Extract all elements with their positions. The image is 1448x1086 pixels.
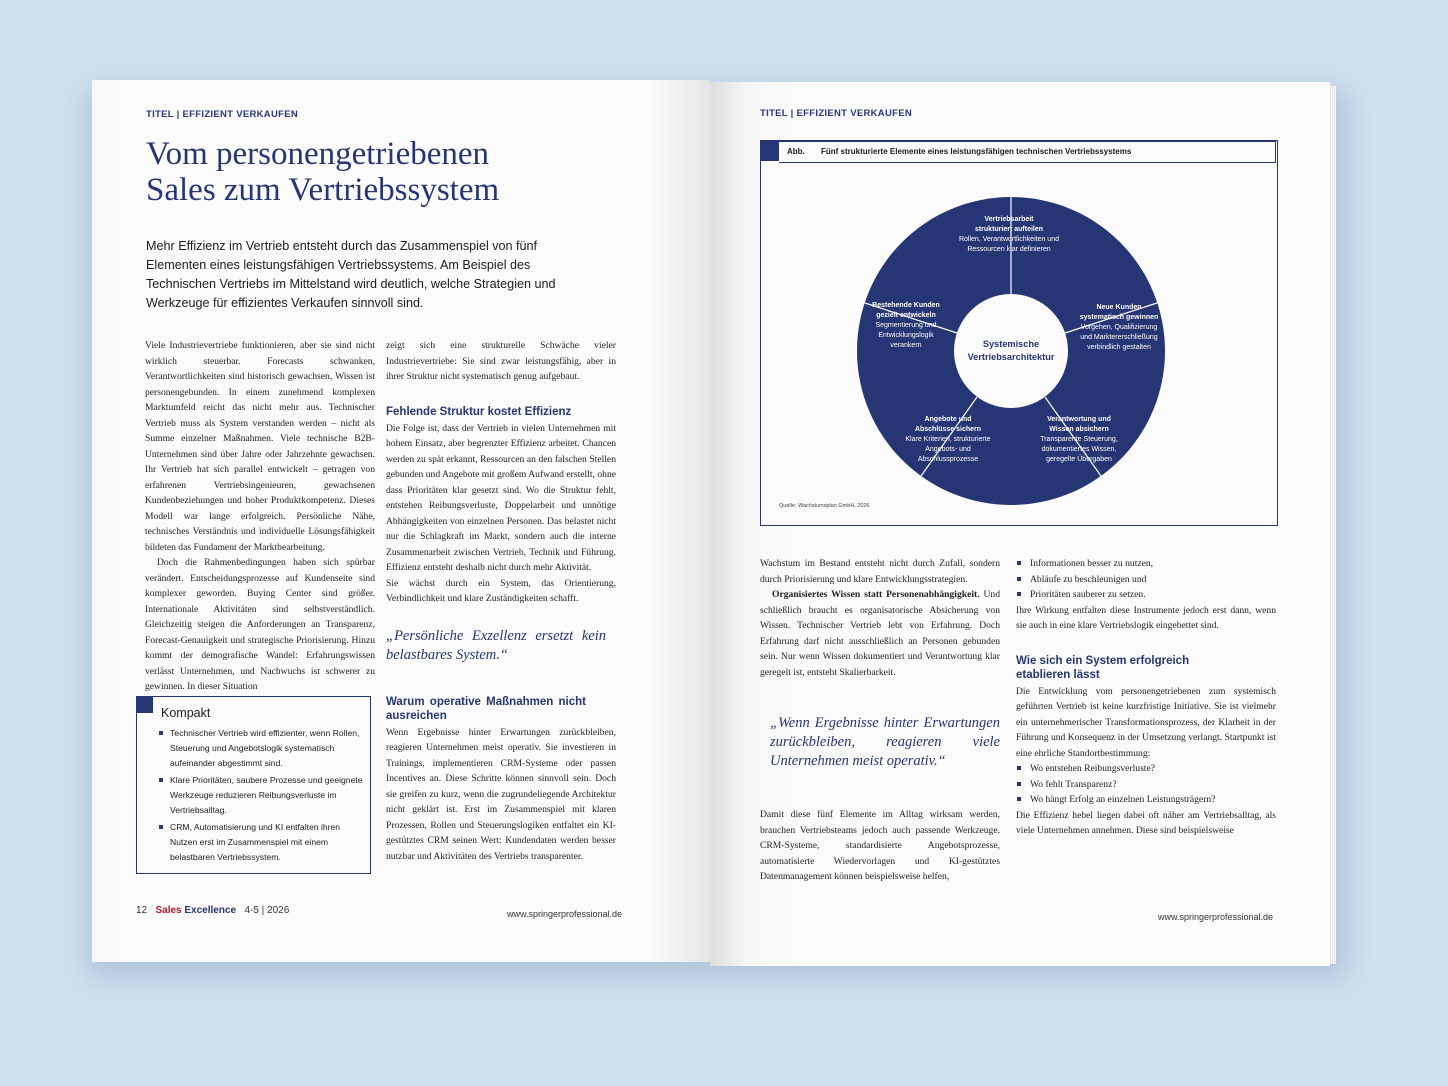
list-item: Prioritäten sauberer zu setzen. [1016,587,1276,603]
segment-desc: und Marktererschließung [1080,334,1158,341]
paragraph: Sie wächst durch ein System, das Orientierung, Verbindlichkeit und klare Zuständigkeiten schafft. [386,577,616,604]
paragraph [760,587,1000,680]
left-footer-url: www.springerprofessional.de [507,909,623,919]
right-page [710,82,1330,966]
segment-title: gezielt entwickeln [876,312,936,319]
segment-desc: Vorgehen, Qualifizierung [1080,324,1158,331]
kompakt-marker [137,697,153,713]
segment-desc: verankern [890,342,922,349]
brand-excellence: Excellence [184,905,237,916]
paragraph: Doch die Rahmenbedingungen haben sich spürbar verändert. Entscheidungsprozesse auf Kundenseite sind komplexer geworden. Buying Center sind größer. Internationale Aktivitäten sind selbstverständlich. Gleichzeitig steigen die Anforderungen an Transparenz, Forecast-Genauigkeit und strategische Priorisierung. Hinzu kommt der demografische Wandel: Erfahrungswissen verlässt Unternehmen, und Nachwuchs ist schwerer zu gewinnen. In dieser Situation [145,557,375,692]
paragraph: Viele Industrievertriebe funktionieren, aber sie sind nicht wirklich steuerbar. Forecasts schwanken, Verantwortlichkeiten sind historisch gewachsen, Wissen ist personengebunden. In einem zunehmend komplexen Marktumfeld reicht das nicht mehr aus. Technischer Vertrieb muss als System verstanden werden – nicht als Summe einzelner Maßnahmen. Viele technische B2B-Unternehmen sind über Jahre oder Jahrzehnte gewachsen. Ihr Vertrieb hat sich parallel entwickelt – getragen von erfahrenen Vertriebsingenieuren, gewachsenen Kundenbeziehungen und hoher Produktkompetenz. Dieses Modell war lange erfolgreich. Persönliche Nähe, technisches Verständnis und individuelle Lösungsfähigkeit bildeten das Fundament der Marktbearbeitung. [145,340,375,553]
left-page [92,80,710,962]
figure-title: Fünf strukturierte Elemente eines leistungsfähigen technischen Vertriebssystems [821,147,1132,156]
kompakt-item: Technischer Vertrieb wird effizienter, wenn Rollen, Steuerung und Angebotslogik systematisch aufeinander abgestimmt sind. [159,726,364,771]
kompakt-item: Klare Prioritäten, saubere Prozesse und geeignete Werkzeuge reduzieren Reibungsverluste im Vertriebsalltag. [159,773,364,818]
kompakt-item: CRM, Automatisierung und KI entfalten ihren Nutzen erst im Zusammenspiel mit einem belastbaren Vertriebssystem. [159,820,364,865]
pull-quote: „Persönliche Exzellenz ersetzt kein belastbares System.“ [386,627,606,663]
figure-box [760,140,1278,526]
paragraph: Die Effizienz hebel liegen dabei oft näher am Vertriebsalltag, als viele Unternehmen annehmen. Diese sind beispielsweise [1016,809,1276,836]
article-lead: Mehr Effizienz im Vertrieb entsteht durch das Zusammenspiel von fünf Elementen eines leistungsfähigen Vertriebssystems. Am Beispiel des Technischen Vertriebs im Mittelstand wird deutlich, welche Strategien und Werkzeuge für effizientes Verkaufen sinnvoll sind. [146,239,556,310]
bold-lead-in: Organisiertes Wissen statt Personenabhängigkeit. [772,589,980,600]
list-item: Wo fehlt Transparenz? [1016,777,1276,793]
segment-title: strukturiert aufteilen [974,226,1044,233]
segment-title: Verantwortung und [1047,416,1111,423]
segment-desc: Segmentierung und [875,322,937,329]
left-column-2 [386,338,616,864]
subheading-fehlende-struktur: Fehlende Struktur kostet Effizienz [386,405,572,418]
segment-title: Angebote und [924,416,972,423]
segment-desc: Klare Kriterien, strukturierte [905,436,991,443]
paragraph: zeigt sich eine strukturelle Schwäche vieler Industrievertriebe: Sie sind zwar leistungsfähig, aber in ihrer Struktur nicht systematisch genug aufgebaut. [386,340,616,382]
paragraph: Die Entwicklung vom personengetriebenen zum systemisch geführten Vertrieb ist keine kurzfristige Initiative. Sie ist vielmehr ein unternehmerischer Transformationsprozess, der Klarheit in der Führung und Konsequenz in der Umsetzung verlangt. Startpunkt ist eine ehrliche Standortbestimmung: [1016,685,1276,759]
subheading-line-2: etablieren lässt [1016,668,1100,681]
list-item: Informationen besser zu nutzen, [1016,556,1276,572]
list-item: Abläufe zu beschleunigen und [1016,572,1276,588]
segment-desc: geregelte Übergaben [1046,456,1112,463]
subheading-operative-massnahmen: Warum operative Maßnahmen nicht ausreichen [386,695,586,722]
ring-center [954,294,1068,408]
list-item: Wo entstehen Reibungsverluste? [1016,761,1276,777]
tool-benefit-list [1016,556,1276,603]
segment-title: Neue Kunden [1096,304,1142,311]
segment-desc: Ressourcen klar definieren [967,246,1051,253]
right-kicker: TITEL | EFFIZIENT VERKAUFEN [760,108,913,119]
kompakt-list [159,726,364,867]
ring-diagram [761,141,1277,525]
paragraph: Wenn Ergebnisse hinter Erwartungen zurückbleiben, reagieren Unternehmen meist operativ. Sie investieren in Trainings, implementieren CRM-Systeme oder passen Incentives an. Diese Schritte können sinnvoll sein. Doch sie greifen zu kurz, wenn die zugrundeliegende Architektur nicht geklärt ist. Erst im Zusammenspiel mit klaren Prozessen, Rollen und Steuerungslogiken entfaltet ein KI-gestütztes CRM seinen Wert: Kundendaten werden besser nutzbar und Aktivitäten des Vertriebs transparenter. [386,726,616,862]
brand-sales: Sales [155,905,182,916]
segment-desc: Abschlussprozesse [917,456,979,463]
left-kicker: TITEL | EFFIZIENT VERKAUFEN [146,109,299,120]
right-column-2 [1016,556,1276,839]
paragraph-text: Und schließlich braucht es organisatorische Absicherung von Wissen. Technischer Vertrieb lebt von Erfahrung. Doch Erfahrung darf nicht ausschließlich an Personen gebunden sein. Nur wenn Wissen dokumentiert und Verantwortung klar geregelt ist, entsteht Skalierbarkeit. [760,589,1001,678]
subheading-system-etablieren [1016,654,1276,682]
segment-desc: Angebots- und [925,446,971,453]
paragraph: Die Folge ist, dass der Vertrieb in vielen Unternehmen mit hohem Einsatz, aber begrenzter Effizienz arbeitet. Chancen werden zu spät erkannt, Ressourcen an den falschen Stellen gebunden und Angebote mit großem Aufwand erstellt, ohne dass Prioritäten klar gesetzt sind. Wo die Struktur fehlt, entstehen Reibungsverluste, Doppelarbeit und unnötige Abhängigkeiten von einzelnen Personen. Das belastet nicht nur die Schlagkraft im Markt, sondern auch die interne Zusammenarbeit zwischen Vertrieb, Technik und Führung. Effizienz entsteht deshalb nicht durch mehr Aktivität. [386,422,616,573]
subheading-line-1: Wie sich ein System erfolgreich [1016,654,1190,667]
left-footer [136,905,289,916]
left-column-1 [145,338,375,695]
segment-title: Vertriebsarbeit [984,216,1034,223]
center-label-1: Systemische [982,339,1040,349]
article-title [146,136,666,208]
list-item: Wo hängt Erfolg an einzelnen Leistungsträgern? [1016,792,1276,808]
segment-title: Bestehende Kunden [872,302,940,309]
page-number: 12 [136,905,148,916]
right-footer-url: www.springerprofessional.de [1158,912,1274,922]
question-list [1016,761,1276,808]
center-label-2: Vertriebsarchitektur [967,352,1055,362]
title-line-2: Sales zum Vertriebssystem [146,172,500,208]
issue-number: 4-5 | 2026 [244,905,290,916]
segment-desc: Rollen, Verantwortlichkeiten und [958,236,1060,243]
pull-quote: „Wenn Ergebnisse hinter Erwartungen zurückbleiben, reagieren viele Unternehmen meist operativ.“ [770,715,1000,769]
segment-desc: verbindlich gestalten [1087,344,1151,351]
segment-title: systematisch gewinnen [1079,314,1159,321]
segment-desc: Transparente Steuerung, [1040,436,1118,443]
kompakt-title: Kompakt [161,706,211,720]
title-line-1: Vom personengetriebenen [146,136,490,172]
paragraph: Ihre Wirkung entfalten diese Instrumente jedoch erst dann, wenn sie auch in eine klare Vertriebslogik eingebettet sind. [1016,604,1276,631]
segment-title: Wissen absichern [1049,426,1109,433]
kompakt-box [136,696,371,874]
paragraph: Damit diese fünf Elemente im Alltag wirksam werden, brauchen Vertriebsteams jedoch auch passende Werkzeuge. CRM-Systeme, standardisierte Angebotsprozesse, automatisierte Wiedervorlagen und KI-gestütztes Datenmanagement können beispielsweise helfen, [760,809,1000,882]
figure-abb-label: Abb. [787,147,805,156]
paragraph: Wachstum im Bestand entsteht nicht durch Zufall, sondern durch Priorisierung und klare Entwicklungsstrategien. [760,558,1000,585]
segment-desc: dokumentiertes Wissen, [1041,446,1117,453]
segment-desc: Entwicklungslogik [878,332,934,339]
segment-title: Abschlüsse sichern [914,426,982,433]
right-column-1 [760,556,1000,885]
figure-source: Quelle: Wachstumsplan GmbH, 2026 [779,503,870,509]
